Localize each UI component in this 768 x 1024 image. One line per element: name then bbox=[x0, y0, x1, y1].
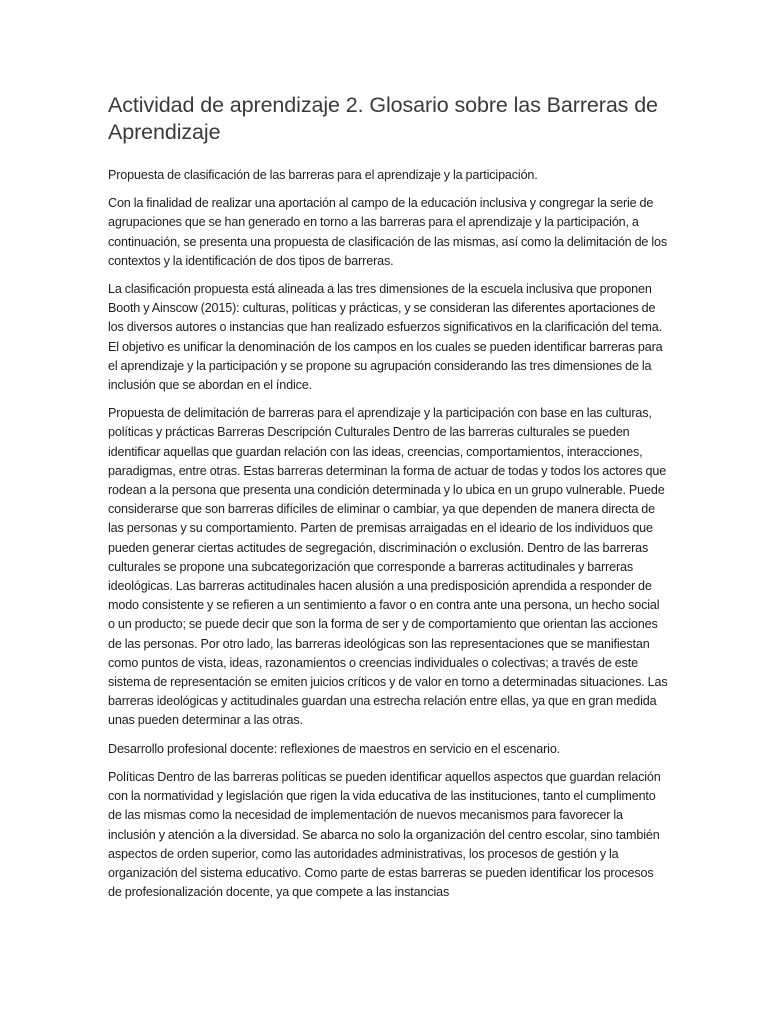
document-title: Actividad de aprendizaje 2. Glosario sobre las Barreras de Aprendizaje bbox=[108, 93, 658, 144]
document-page bbox=[108, 92, 668, 911]
paragraph-cultural-barriers: Propuesta de delimitación de barreras para el aprendizaje y la participación con base en las culturas, políticas y prácticas Barreras Descripción Culturales Dentro de las barreras culturales se pueden identificar aquellas que guardan relación con las ideas, creencias, comportamientos, interacciones, paradigmas, entre otras. Estas barreras determinan la forma de actuar de todas y todos los actores que rodean a la persona que presenta una condición determinada y lo ubica en un grupo vulnerable. Puede considerarse que son barreras difíciles de eliminar o cambiar, ya que dependen de manera directa de las personas y su comportamiento. Parten de premisas arraigadas en el ideario de los individuos que pueden generar ciertas actitudes de segregación, discriminación o exclusión. Dentro de las barreras culturales se propone una subcategorización que corresponde a barreras actitudinales y barreras ideológicas. Las barreras actitudinales hacen alusión a una predisposición aprendida a responder de modo consistente y se refieren a un sentimiento a favor o en contra ante una persona, un hecho social o un producto; se puede decir que son la forma de ser y de comportamiento que orientan las acciones de las personas. Por otro lado, las barreras ideológicas son las representaciones que se manifiestan como puntos de vista, ideas, razonamientos o creencias individuales o colectivas; a través de este sistema de representación se emiten juicios críticos y de valor en torno a determinadas situaciones. Las barreras ideológicas y actitudinales guardan una estrecha relación entre ellas, ya que en gran medida unas pueden determinar a las otras. bbox=[108, 406, 668, 728]
paragraph-professional-development: Desarrollo profesional docente: reflexiones de maestros en servicio en el escenario. bbox=[108, 741, 561, 756]
paragraph-political-barriers: Políticas Dentro de las barreras políticas se pueden identificar aquellos aspectos que guardan relación con la normatividad y legislación que rigen la vida educativa de las instituciones, tanto el cumplimento de las mismas como la necesidad de implementación de nuevos mecanismos para favorecer la inclusión y atención a la diversidad. Se abarca no solo la organización del centro escolar, sino también aspectos de orden superior, como las autoridades administrativas, los procesos de gestión y la organización del sistema educativo. Como parte de estas barreras se pueden identificar los procesos de profesionalización docente, ya que compete a las instancias bbox=[108, 769, 661, 900]
paragraph-alignment: La clasificación propuesta está alineada a las tres dimensiones de la escuela inclusiva que proponen Booth y Ainscow (2015): culturas, políticas y prácticas, y se consideran las diferentes aportaciones de los diversos autores o instancias que han realizado esfuerzos significativos en la clarificación del tema. El objetivo es unificar la denominación de los campos en los cuales se pueden identificar barreras para el aprendizaje y la participación y se propone su agrupación considerando las tres dimensiones de la inclusión que se abordan en el índice. bbox=[108, 282, 663, 393]
paragraph-classification-intro: Propuesta de clasificación de las barreras para el aprendizaje y la participación. bbox=[108, 168, 538, 182]
paragraph-purpose: Con la finalidad de realizar una aportación al campo de la educación inclusiva y congregar la serie de agrupaciones que se han generado en torno a las barreras para el aprendizaje y la participación, a continuación, se presenta una propuesta de clasificación de las mismas, así como la delimitación de los contextos y la identificación de dos tipos de barreras. bbox=[108, 196, 667, 268]
